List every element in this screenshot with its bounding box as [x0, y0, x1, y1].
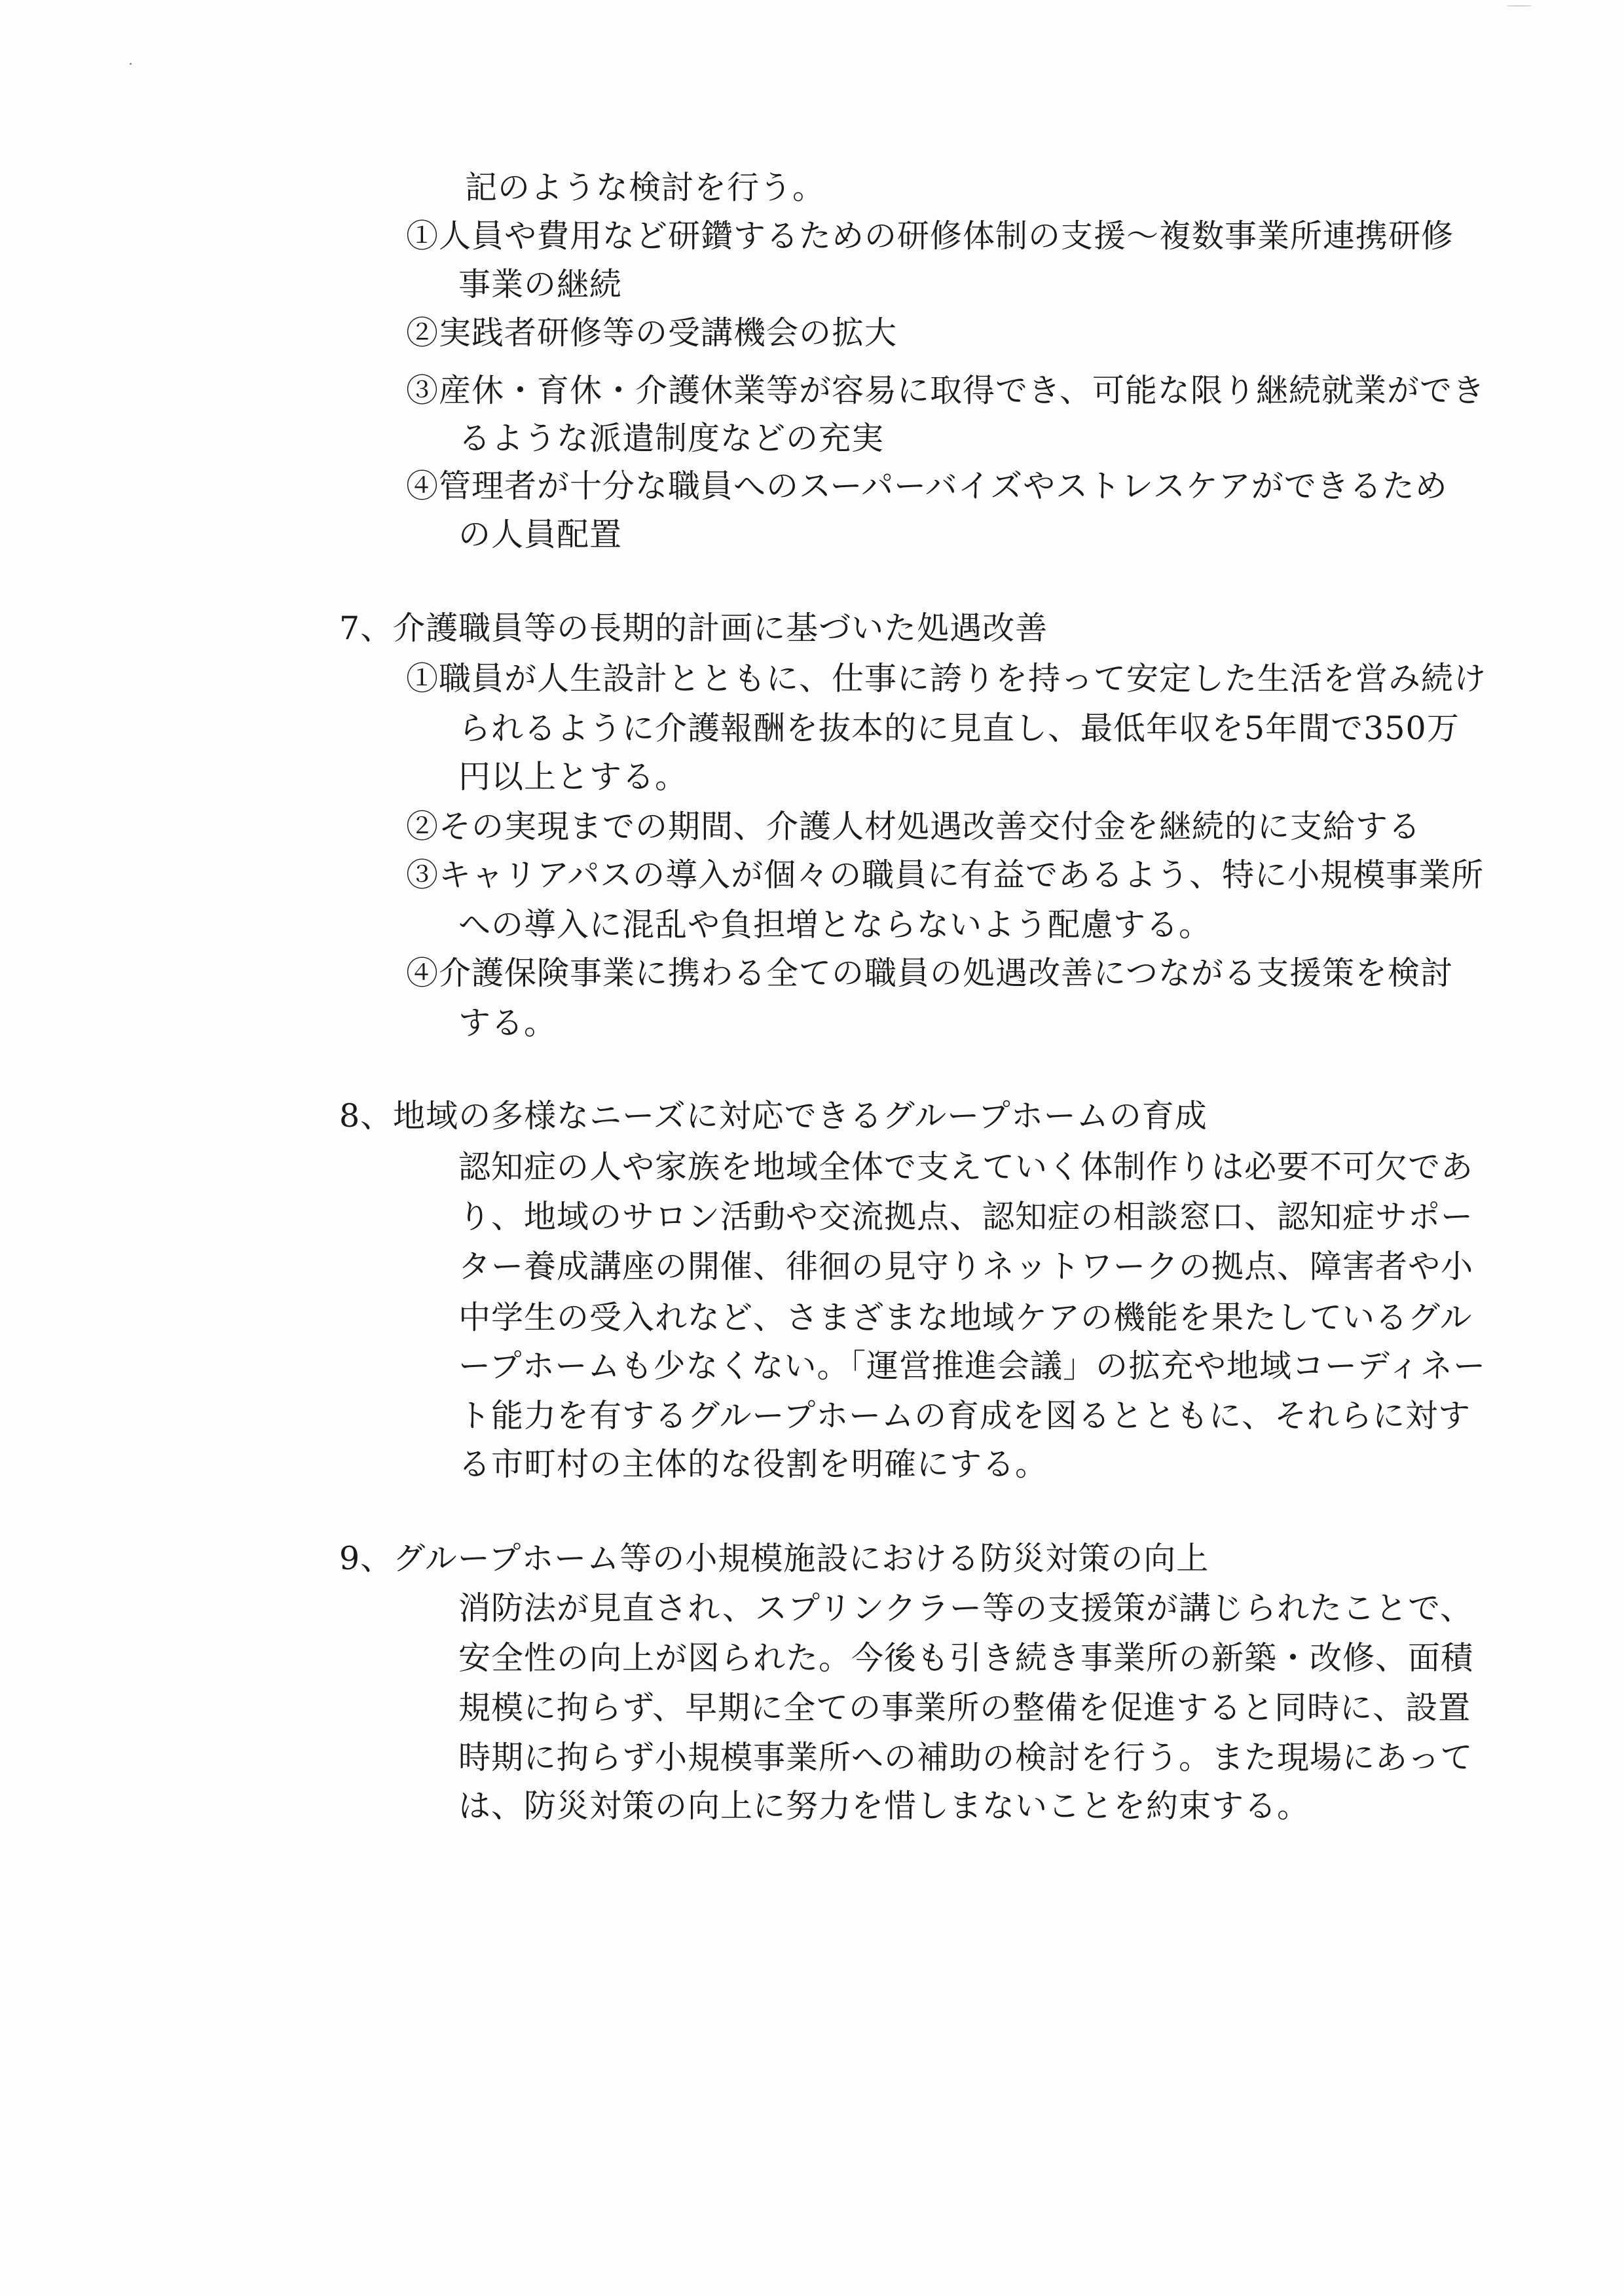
text-line: ②実践者研修等の受講機会の拡大	[406, 314, 898, 352]
text-line: られるように介護報酬を抜本的に見直し、最低年収を5年間で350万	[458, 710, 1460, 747]
text-line: 事業の継続	[458, 266, 623, 303]
section-heading: 9、グループホーム等の小規模施設における防災対策の向上	[339, 1540, 1209, 1577]
text-line: は、防災対策の向上に努力を惜しまないことを約束する。	[458, 1787, 1310, 1825]
text-line: ③産休・育休・介護休業等が容易に取得でき、可能な限り継続就業ができ	[406, 372, 1486, 409]
section-heading: 7、介護職員等の長期的計画に基づいた処遇改善	[339, 610, 1048, 647]
text-line: 記のような検討を行う。	[465, 169, 826, 206]
text-line: り、地域のサロン活動や交流拠点、認知症の相談窓口、認知症サポー	[458, 1198, 1474, 1235]
text-line: ②その実現までの期間、介護人材処遇改善交付金を継続的に支給する	[406, 808, 1422, 845]
text-line: る市町村の主体的な役割を明確にする。	[458, 1446, 1048, 1483]
text-line: ③キャリアパスの導入が個々の職員に有益であるよう、特に小規模事業所	[406, 856, 1485, 894]
text-line: の人員配置	[458, 516, 623, 553]
text-line: 中学生の受入れなど、さまざまな地域ケアの機能を果たしているグル	[458, 1299, 1473, 1336]
text-line: 規模に拘らず、早期に全ての事業所の整備を促進すると同時に、設置	[458, 1689, 1471, 1726]
scan-speck	[1506, 5, 1532, 7]
text-line: ④管理者が十分な職員へのスーパーバイズやストレスケアができるため	[406, 467, 1448, 505]
section-heading: 8、地域の多様なニーズに対応できるグループホームの育成	[339, 1097, 1208, 1135]
text-line: ①人員や費用など研鑽するための研修体制の支援～複数事業所連携研修	[406, 217, 1454, 255]
scan-speck	[130, 63, 132, 65]
text-line: 安全性の向上が図られた。今後も引き続き事業所の新築・改修、面積	[458, 1639, 1474, 1677]
text-line: 消防法が見直され、スプリンクラー等の支援策が講じられたことで、	[458, 1590, 1473, 1627]
text-line: 円以上とする。	[458, 758, 688, 795]
text-line: ④介護保険事業に携わる全ての職員の処遇改善につながる支援策を検討	[406, 955, 1454, 992]
text-line: ①職員が人生設計とともに、仕事に誇りを持って安定した生活を営み続け	[406, 660, 1487, 697]
text-line: ト能力を有するグループホームの育成を図るとともに、それらに対す	[458, 1397, 1471, 1434]
text-line: ープホームも少なくない。「運営推進会議」の拡充や地域コーディネー	[458, 1347, 1486, 1385]
text-line: るような派遣制度などの充実	[458, 420, 885, 457]
text-line: 認知症の人や家族を地域全体で支えていく体制作りは必要不可欠であ	[458, 1148, 1474, 1186]
text-line: 時期に拘らず小規模事業所への補助の検討を行う。また現場にあって	[458, 1739, 1473, 1776]
text-line: する。	[458, 1004, 557, 1042]
text-line: ター養成講座の開催、徘徊の見守りネットワークの拠点、障害者や小	[458, 1248, 1474, 1285]
text-line: への導入に混乱や負担増とならないよう配慮する。	[458, 906, 1212, 943]
